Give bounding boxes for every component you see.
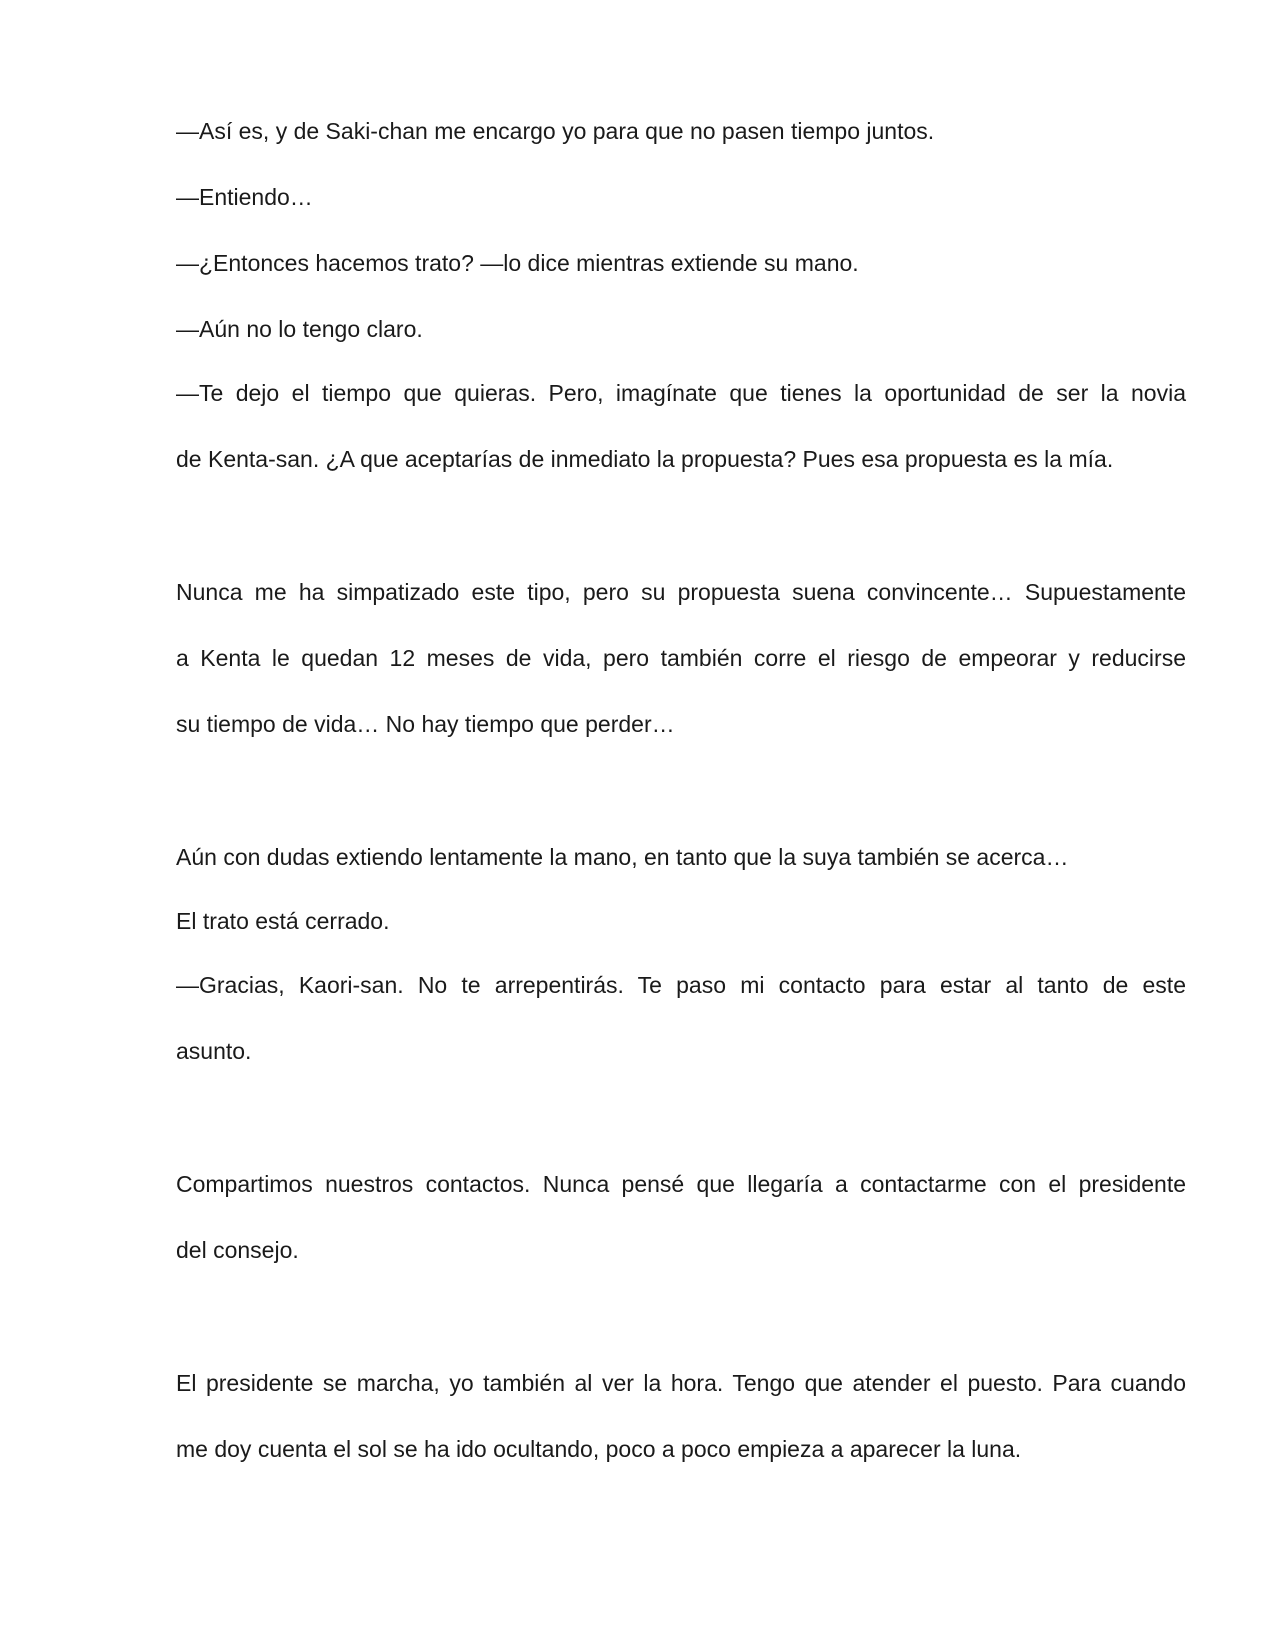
text-line: —Así es, y de Saki-chan me encargo yo para que no pasen tiempo juntos.: [176, 118, 935, 144]
text-line: asunto.: [176, 1038, 252, 1064]
paragraph-gap: [176, 1102, 1186, 1169]
text-line: —¿Entonces hacemos trato? —lo dice mientras extiende su mano.: [176, 250, 859, 276]
text-line: —Gracias, Kaori-san. No te arrepentirás. Te paso mi contacto para estar al tanto de este: [176, 972, 1186, 998]
text-line: —Aún no lo tengo claro.: [176, 316, 423, 342]
document-body: [176, 116, 1186, 1500]
text-line: —Te dejo el tiempo que quieras. Pero, imagínate que tienes la oportunidad de ser la novia: [176, 380, 1186, 406]
text-line: de Kenta-san. ¿A que aceptarías de inmediato la propuesta? Pues esa propuesta es la mía.: [176, 446, 1114, 472]
text-line: —Entiendo…: [176, 184, 313, 210]
text-line: su tiempo de vida… No hay tiempo que perder…: [176, 711, 675, 737]
text-line: El trato está cerrado.: [176, 908, 390, 934]
text-line: Compartimos nuestros contactos. Nunca pensé que llegaría a contactarme con el presidente: [176, 1171, 1186, 1197]
text-line: a Kenta le quedan 12 meses de vida, pero también corre el riesgo de empeorar y reducirse: [176, 645, 1186, 671]
text-line: me doy cuenta el sol se ha ido ocultando, poco a poco empieza a aparecer la luna.: [176, 1436, 1022, 1462]
text-line: El presidente se marcha, yo también al ver la hora. Tengo que atender el puesto. Para cuando: [176, 1370, 1186, 1396]
paragraph-gap: [176, 775, 1186, 842]
text-line: Aún con dudas extiendo lentamente la mano, en tanto que la suya también se acerca…: [176, 844, 1069, 870]
text-line: Nunca me ha simpatizado este tipo, pero su propuesta suena convincente… Supuestamente: [176, 579, 1186, 605]
paragraph-gap: [176, 510, 1186, 577]
paragraph-gap: [176, 1301, 1186, 1368]
text-line: del consejo.: [176, 1237, 299, 1263]
